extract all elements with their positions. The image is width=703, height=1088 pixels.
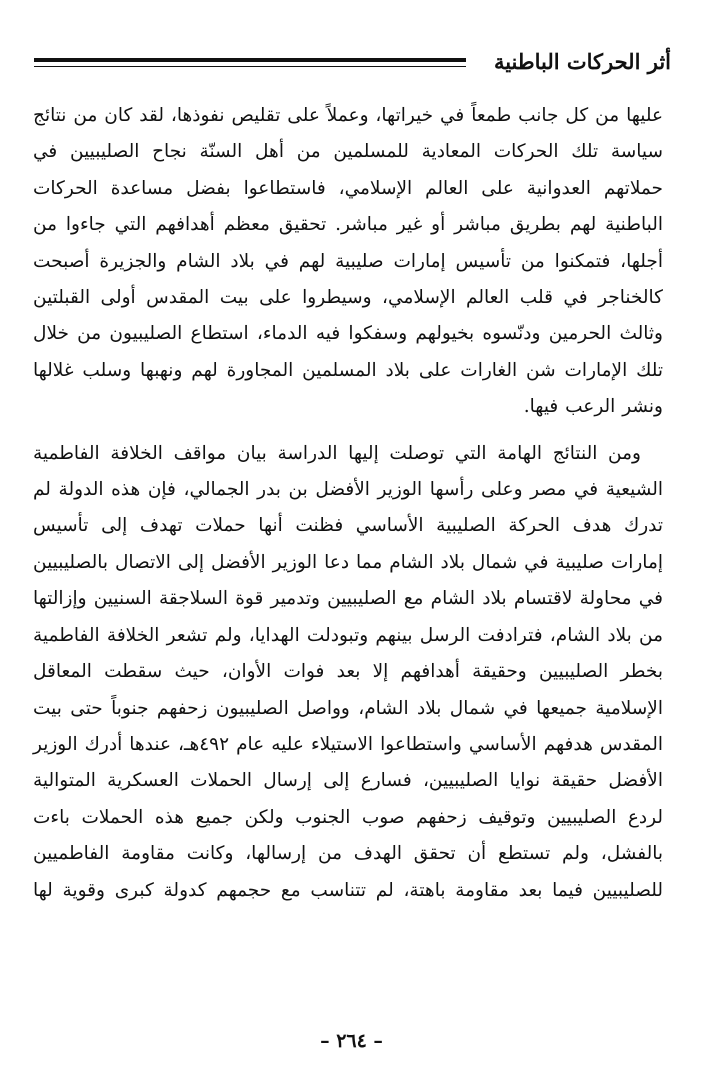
paragraph-2: ومن النتائج الهامة التي توصلت إليها الدراسة بيان مواقف الخلافة الفاطمية الشيعية في مصر وعلى رأسها الوزير الأفضل بن بدر الجمالي، فإن هذه الدولة لم تدرك هدف الحركة الصليبية الأساسي فظنت أنها حملات تهدف إلى تأسيس إمارات صليبية في شمال بلاد الشام مما دعا الوزير الأفضل إلى الاتصال بالصليبيين في محاولة لاقتسام بلاد الشام مع الصليبيين وتدمير قوة السلاجقة السنيين وإزالتها من بلاد الشام، فترادفت الرسل بينهم وتبودلت الهدايا، ولم تشعر الخلافة الفاطمية بخطر الصليبيين وحقيقة أهدافهم إلا بعد فوات الأوان، حيث سقطت المعاقل الإسلامية جميعها في شمال بلاد الشام، وواصل الصليبيون زحفهم جنوباً حتى بيت المقدس هدفهم الأساسي واستطاعوا الاستيلاء عليه عام ٤٩٢هـ، عندها أدرك الوزير الأفضل حقيقة نوايا الصليبيين، فسارع إلى إرسال الحملات العسكرية المتوالية لردع الصليبيين وتوقيف زحفهم صوب الجنوب ولكن جميع هذه الحملات باءت بالفشل، ولم تستطع أن تحقق الهدف من إرسالها، وكانت مقاومة الفاطميين للصليبيين فيما بعد مقاومة باهتة، لم تتناسب مع حجمهم كدولة كبرى وقوية لها (33, 442, 664, 901)
page-number: – ٢٦٤ – (320, 1030, 383, 1052)
header-rule-thick (34, 58, 466, 62)
header-rule-thin (34, 66, 466, 67)
paragraph-1: عليها من كل جانب طمعاً في خيراتها، وعملاً على تقليص نفوذها، لقد كان من نتائج سياسة تلك الحركات المعادية للمسلمين من أهل السنّة نجاح الصليبيين في حملاتهم العدوانية على العالم الإسلامي، فاستطاعوا بفضل مساعدة الحركات الباطنية لهم بطريق مباشر أو غير مباشر. تحقيق معظم أهدافهم التي جاءوا من أجلها، فتمكنوا من تأسيس إمارات صليبية لهم في بلاد الشام والجزيرة أصبحت كالخناجر في قلب العالم الإسلامي، وسيطروا على بيت المقدس أولى القبلتين وثالث الحرمين ودنّسوه بخيولهم وسفكوا فيه الدماء، استطاع الصليبيون من خلال تلك الإمارات شن الغارات على بلاد المسلمين المجاورة لهم ونهبها وسلب غلالها ونشر الرعب فيها. (33, 105, 663, 418)
body-text (33, 98, 663, 909)
running-header (30, 46, 671, 86)
running-title: أثر الحركات الباطنية (493, 49, 671, 74)
